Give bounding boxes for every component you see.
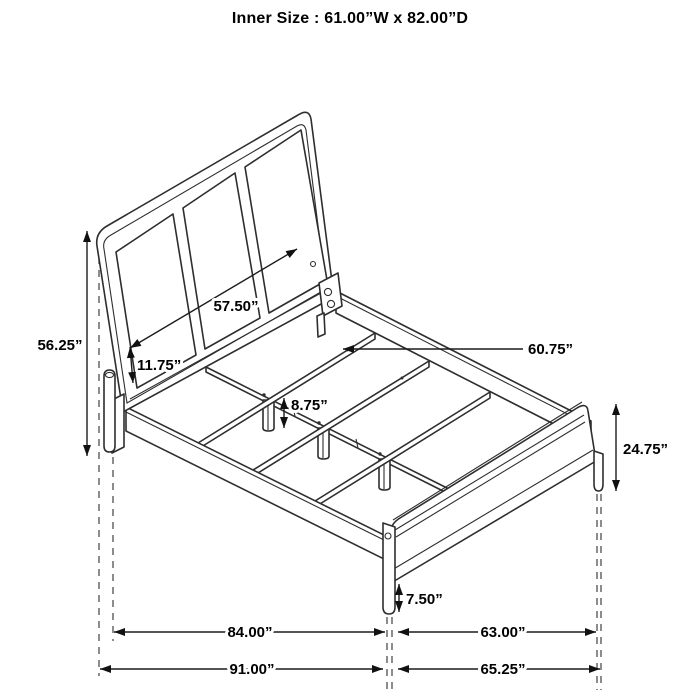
footboard	[383, 402, 603, 614]
dim-slat-leg-height-label: 8.75”	[291, 397, 328, 414]
dim-overall-width-label: 65.25”	[480, 661, 526, 678]
dim-overall-width	[398, 661, 600, 678]
diagram-title: Inner Size : 61.00”W x 82.00”D	[231, 10, 469, 27]
dim-footboard-height	[616, 404, 668, 491]
dim-frame-length-label: 84.00”	[227, 624, 273, 641]
footboard-left-leg	[383, 523, 395, 614]
dim-footboard-height-label: 24.75”	[623, 441, 669, 458]
dim-overall-length-label: 91.00”	[229, 661, 275, 678]
dim-slat-leg-height	[284, 397, 328, 428]
dim-footboard-leg-height	[399, 584, 443, 612]
dim-frame-length	[114, 624, 385, 641]
dim-footboard-width-label: 63.00”	[480, 624, 526, 641]
dim-total-height	[37, 231, 87, 456]
dim-total-height-label: 56.25”	[37, 337, 83, 354]
dim-headboard-rail-offset-label: 11.75”	[137, 357, 182, 374]
dim-footboard-leg-height-label: 7.50”	[406, 591, 443, 608]
dim-footboard-width	[398, 624, 596, 641]
footboard-right-leg	[594, 451, 603, 491]
dim-slat-length-label: 60.75”	[528, 341, 574, 358]
dim-headboard-width-label: 57.50”	[213, 298, 259, 315]
dim-overall-length	[100, 661, 383, 678]
